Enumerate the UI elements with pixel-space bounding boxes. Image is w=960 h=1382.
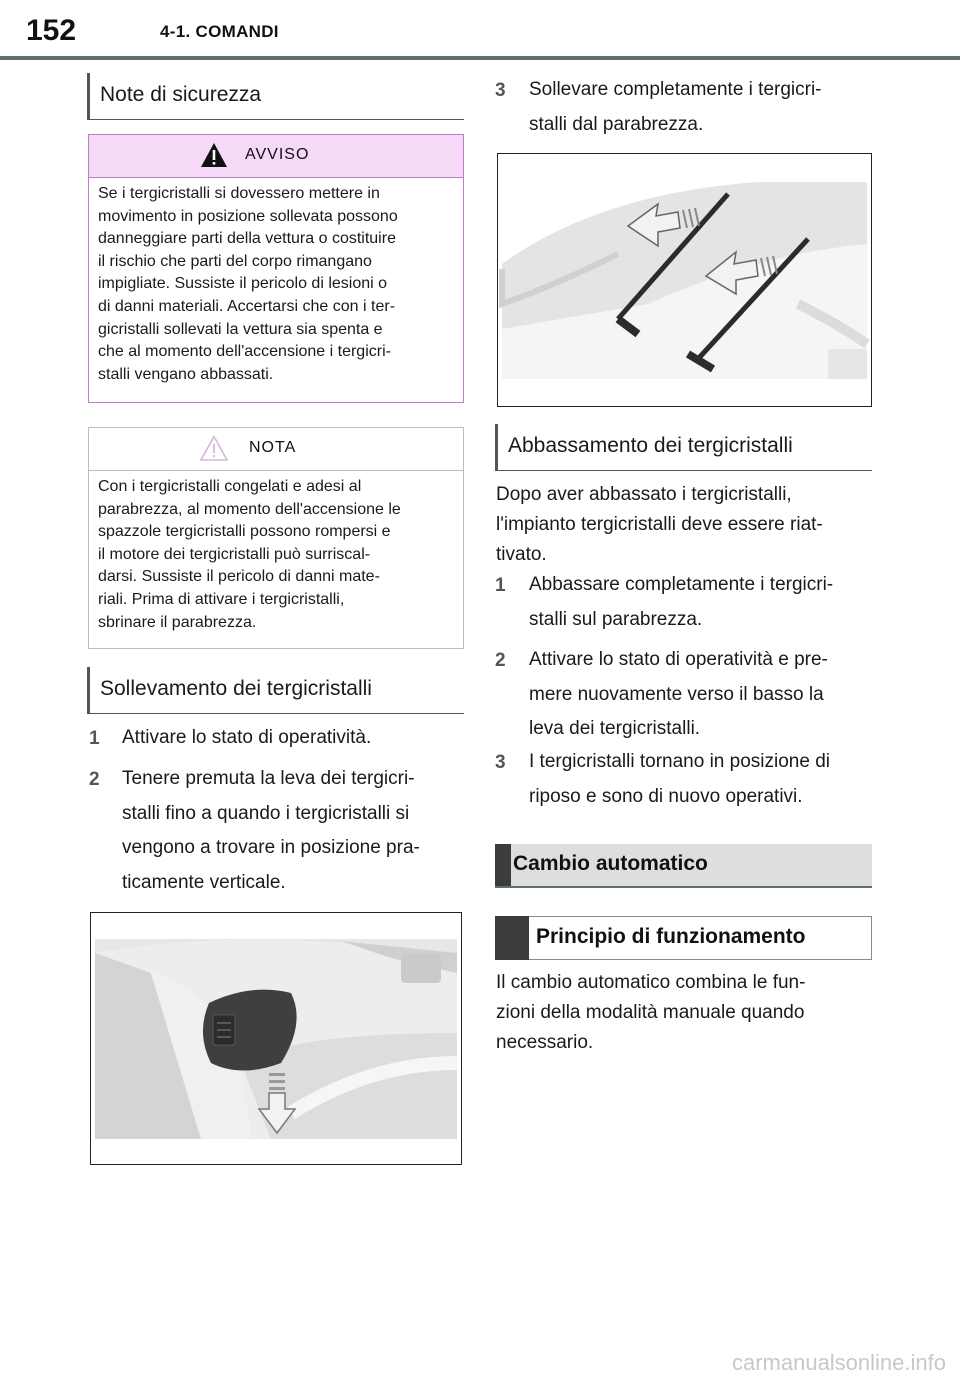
notice-line: riali. Prima di attivare i tergicristalli, bbox=[98, 590, 345, 608]
warning-triangle-outline-icon bbox=[199, 434, 229, 462]
warning-box-title: AVVISO bbox=[245, 146, 310, 163]
step-line: Attivare lo stato di operatività e pre- bbox=[529, 649, 828, 670]
automatic-gearbox-heading-text: Cambio automatico bbox=[513, 852, 708, 875]
step-line: mere nuovamente verso il basso la bbox=[529, 683, 824, 705]
step-text bbox=[122, 762, 462, 900]
notice-line: spazzole tergicristalli possono rompersi e bbox=[98, 523, 391, 541]
wiper-lever-illustration bbox=[90, 912, 462, 1165]
safety-notes-heading bbox=[87, 73, 464, 120]
notice-line: il motore dei tergicristalli può surriscal- bbox=[98, 545, 371, 563]
step-text bbox=[122, 721, 462, 756]
warning-line: stalli vengano abbassati. bbox=[98, 365, 274, 383]
chapter-title: 4-1. COMANDI bbox=[160, 22, 279, 41]
paragraph-line: l'impianto tergicristalli deve essere riat- bbox=[496, 514, 823, 535]
warning-line: danneggiare parti della vettura o costituire bbox=[98, 230, 396, 248]
step-line: stalli dal parabrezza. bbox=[529, 113, 704, 135]
step-line: leva dei tergicristalli. bbox=[529, 718, 701, 739]
operating-principle-heading-text: Principio di funzionamento bbox=[536, 925, 806, 948]
step-line: stalli sul parabrezza. bbox=[529, 608, 703, 630]
warning-line: che al momento dell'accensione i tergicri- bbox=[98, 343, 391, 361]
step-number: 3 bbox=[495, 80, 506, 101]
step-number: 2 bbox=[89, 769, 100, 790]
lift-wipers-heading bbox=[87, 667, 464, 714]
safety-notes-heading-text: Note di sicurezza bbox=[100, 83, 262, 106]
wipers-lifted-illustration bbox=[497, 153, 872, 407]
step-line: I tergicristalli tornano in posizione di bbox=[529, 751, 830, 772]
step-number: 2 bbox=[495, 650, 506, 671]
notice-line: sbrinare il parabrezza. bbox=[98, 613, 257, 631]
warning-line: movimento in posizione sollevata possono bbox=[98, 207, 398, 225]
paragraph-line: tivato. bbox=[496, 544, 547, 565]
notice-line: darsi. Sussiste il pericolo di danni mate- bbox=[98, 568, 380, 586]
step-number: 1 bbox=[89, 728, 100, 749]
lower-intro-paragraph bbox=[496, 480, 876, 570]
heading-accent-bar bbox=[495, 844, 511, 886]
windshield-drawing bbox=[498, 154, 871, 406]
notice-box-header bbox=[89, 428, 463, 471]
paragraph-line: zioni della modalità manuale quando bbox=[496, 1002, 805, 1023]
step-text bbox=[529, 73, 879, 142]
lower-wipers-heading bbox=[495, 424, 872, 471]
step-line: Sollevare completamente i tergicri- bbox=[529, 79, 822, 100]
step-line: riposo e sono di nuovo operativi. bbox=[529, 785, 803, 807]
step-text bbox=[529, 568, 879, 637]
step-number: 3 bbox=[495, 752, 506, 773]
notice-box-body bbox=[98, 476, 454, 634]
warning-triangle-filled-icon bbox=[199, 141, 229, 169]
paragraph-line: necessario. bbox=[496, 1032, 594, 1053]
step-line: vengono a trovare in posizione pra- bbox=[122, 837, 420, 858]
wiper-lever-drawing bbox=[91, 913, 461, 1164]
step-text bbox=[529, 643, 879, 747]
step-line: Attivare lo stato di operatività. bbox=[122, 727, 372, 748]
notice-box-title: NOTA bbox=[249, 439, 297, 456]
heading-accent-bar bbox=[495, 916, 529, 960]
step-line: stalli fino a quando i tergicristalli si bbox=[122, 802, 410, 824]
warning-line: Se i tergicristalli si dovessero mettere in bbox=[98, 185, 380, 202]
step-text bbox=[529, 745, 879, 814]
operating-principle-heading bbox=[495, 916, 872, 960]
notice-box bbox=[88, 427, 464, 649]
lift-wipers-heading-text: Sollevamento dei tergicristalli bbox=[100, 677, 372, 700]
notice-line: Con i tergicristalli congelati e adesi al bbox=[98, 478, 362, 495]
automatic-gearbox-heading bbox=[495, 844, 872, 888]
header-rule bbox=[0, 56, 960, 60]
paragraph-line: Dopo aver abbassato i tergicristalli, bbox=[496, 484, 792, 505]
warning-box bbox=[88, 134, 464, 403]
warning-line: di danni materiali. Accertarsi che con i ter- bbox=[98, 297, 396, 315]
operating-principle-paragraph bbox=[496, 968, 876, 1058]
lower-wipers-heading-text: Abbassamento dei tergicristalli bbox=[508, 434, 793, 457]
step-line: Tenere premuta la leva dei tergicri- bbox=[122, 768, 415, 789]
notice-line: parabrezza, al momento dell'accensione le bbox=[98, 500, 401, 518]
page-number: 152 bbox=[26, 14, 77, 47]
step-line: Abbassare completamente i tergicri- bbox=[529, 574, 834, 595]
step-number: 1 bbox=[495, 575, 506, 596]
step-line: ticamente verticale. bbox=[122, 871, 286, 893]
warning-line: impigliate. Sussiste il pericolo di lesioni o bbox=[98, 275, 388, 293]
warning-line: il rischio che parti del corpo rimangano bbox=[98, 252, 372, 270]
warning-box-header bbox=[89, 135, 463, 178]
watermark: carmanualsonline.info bbox=[731, 1350, 946, 1375]
warning-box-body bbox=[98, 183, 454, 386]
paragraph-line: Il cambio automatico combina le fun- bbox=[496, 972, 806, 993]
warning-line: gicristalli sollevati la vettura sia spenta e bbox=[98, 320, 383, 338]
